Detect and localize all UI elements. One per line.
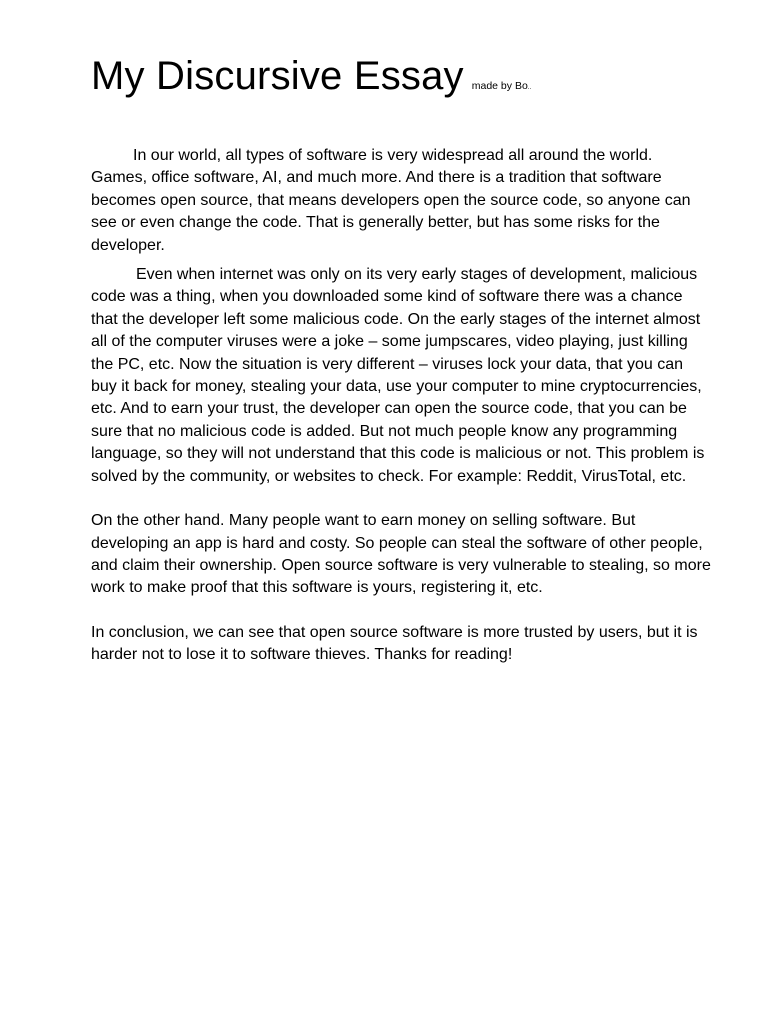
paragraph-malicious-code: Even when internet was only on its very early stages of development, malicious code was a thing, when you downloaded some kind of software there was a chance that the developer left some malicious code. On the early stages of the internet almost all of the computer viruses were a joke – some jumpscares, video playing, just killing the PC, etc. Now the situation is very different – viruses lock your data, that you can buy it back for money, stealing your data, use your computer to mine cryptocurrencies, etc. And to earn your trust, the developer can open the source code, that you can be sure that no malicious code is added. But not much people know any programming language, so they will not understand that this code is malicious or not. This problem is solved by the community, or websites to check. For example: Reddit, VirusTotal, etc. (91, 266, 705, 485)
paragraph-other-hand: On the other hand. Many people want to earn money on selling software. But developing an app is hard and costy. So people can steal the software of other people, and claim their ownership. Open source software is very vulnerable to stealing, so more work to make proof that this software is yours, registering it, etc. (91, 512, 711, 597)
byline-suffix: .. (527, 85, 532, 91)
paragraph-conclusion: In conclusion, we can see that open source software is more trusted by users, but it is harder not to lose it to software thieves. Thanks for reading! (91, 623, 698, 664)
essay-title: My Discursive Essay (91, 54, 464, 98)
title-row (91, 56, 531, 96)
author-byline (472, 80, 531, 92)
byline-text: made by Bo (471, 80, 528, 92)
paragraph-introduction: In our world, all types of software is very widespread all around the world. Games, office software, AI, and much more. And there is a tradition that software becomes open source, that means developers open the source code, so anyone can see or even change the code. That is generally better, but has some risks for the developer. (91, 147, 691, 254)
essay-body (91, 145, 711, 674)
